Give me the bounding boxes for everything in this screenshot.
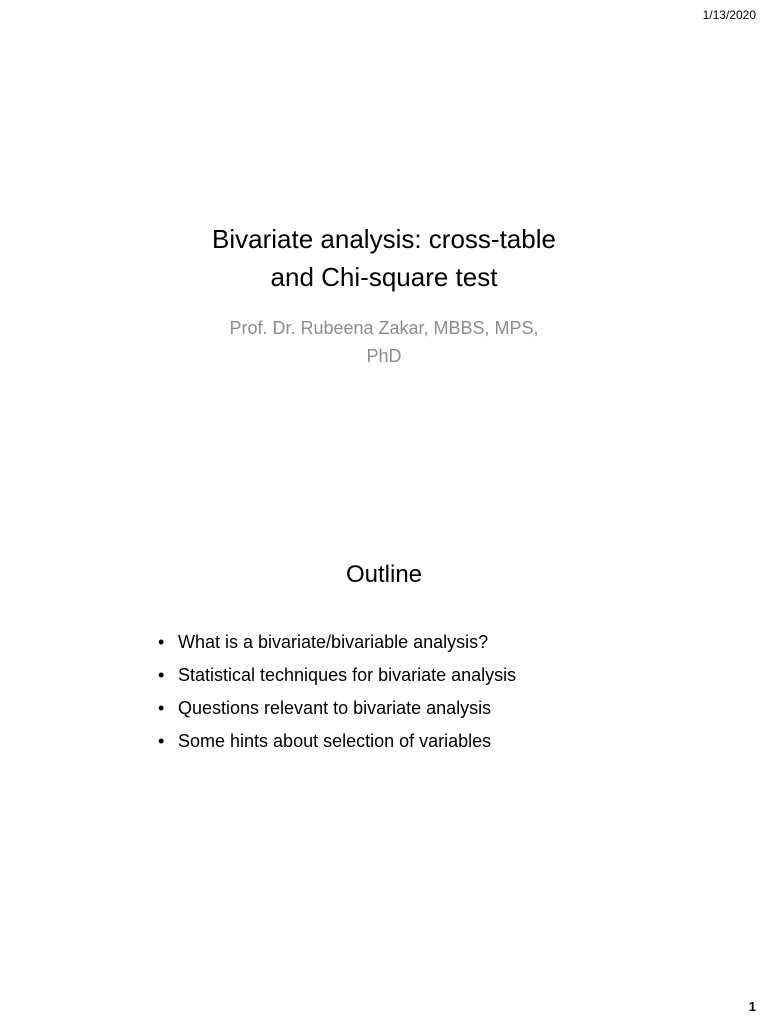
list-item [158,626,768,659]
slide-title-line-2: and Chi-square test [270,262,498,292]
bullet-icon: • [158,731,165,751]
list-item [158,725,768,758]
list-item-text: Statistical techniques for bivariate analysis [178,665,517,685]
bullet-icon: • [158,698,165,718]
outline-list [0,626,768,758]
author-subtitle-line-1: Prof. Dr. Rubeena Zakar, MBBS, MPS, [229,318,539,338]
slide-title-line-1: Bivariate analysis: cross-table [212,224,556,254]
list-item-text: What is a bivariate/bivariable analysis? [178,632,489,652]
slide-title [0,190,768,296]
outline-title: Outline [345,561,423,588]
list-item [158,659,768,692]
list-item [158,692,768,725]
outline-slide [0,540,768,840]
list-item-text: Questions relevant to bivariate analysis [178,698,492,718]
list-item-text: Some hints about selection of variables [178,731,492,751]
page-number: 1 [748,999,756,1014]
title-slide [0,190,768,460]
author-subtitle-line-2: PhD [366,346,402,366]
date-stamp: 1/13/2020 [702,8,756,22]
author-subtitle [0,314,768,370]
bullet-icon: • [158,632,165,652]
bullet-icon: • [158,665,165,685]
